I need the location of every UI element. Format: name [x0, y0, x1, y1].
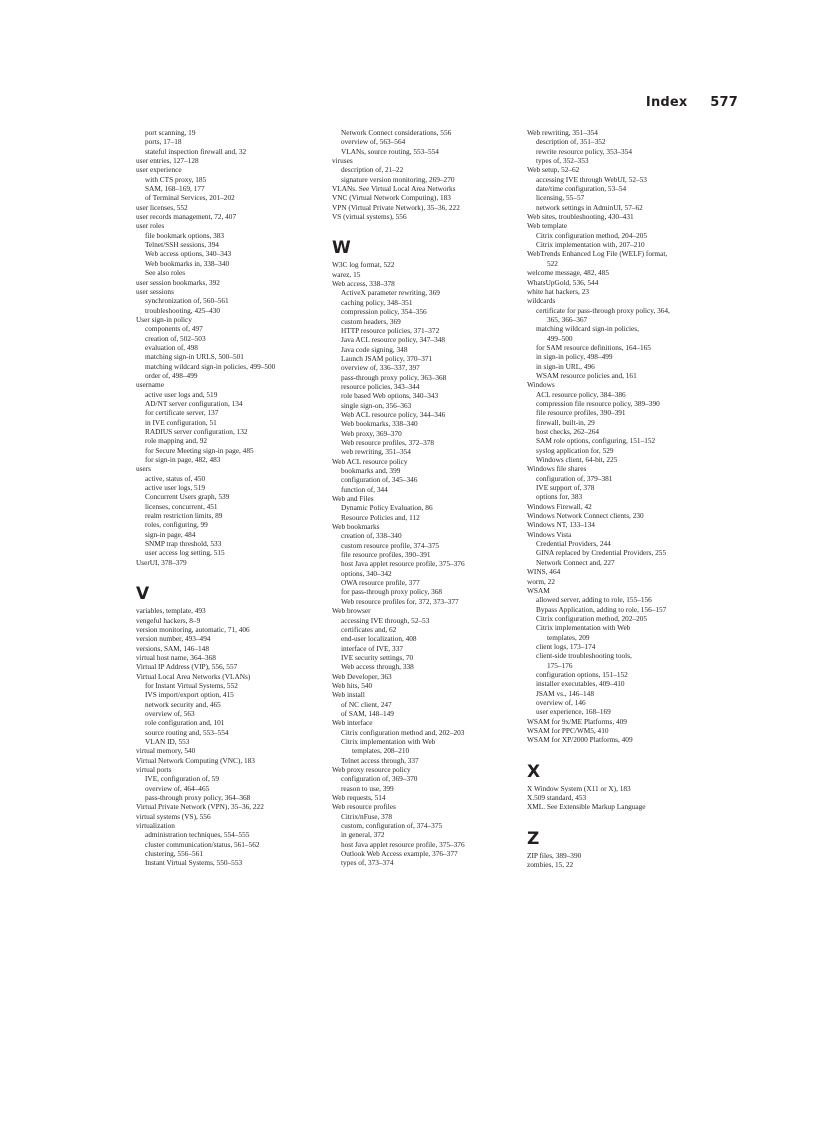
index-subentry: in sign-in URL, 496: [536, 361, 595, 371]
index-entry: virtual systems (VS), 556: [136, 811, 211, 821]
index-subentry: allowed server, adding to role, 155–156: [536, 595, 652, 605]
index-subentry: Web access through, 338: [341, 662, 414, 672]
index-subentry: firewall, built-in, 29: [536, 417, 595, 427]
index-entry: Web hits, 540: [332, 680, 373, 690]
index-subentry: for Secure Meeting sign-in page, 485: [145, 445, 254, 455]
index-subentry: file resource profiles, 390–391: [341, 550, 431, 560]
index-entry: user licenses, 552: [136, 202, 188, 212]
index-subentry: Citrix implementation with, 207–210: [536, 240, 645, 250]
index-entry: Web and Files: [332, 494, 374, 504]
index-subentry: Telnet/SSH sessions, 394: [145, 240, 219, 250]
index-entry: Web ACL resource policy: [332, 456, 408, 466]
index-entry: welcome message, 482, 485: [527, 268, 610, 278]
index-subentry: Citrix implementation with Web: [536, 623, 631, 633]
index-subentry: active, status of, 450: [145, 473, 206, 483]
index-entry: Windows NT, 133–134: [527, 520, 595, 530]
index-subentry: host Java applet resource profile, 375–376: [341, 839, 465, 849]
index-subentry: ACL resource policy, 384–386: [536, 389, 626, 399]
index-subentry: active user logs and, 519: [145, 389, 218, 399]
index-subentry: certificate for pass-through proxy policy, 364,: [536, 305, 670, 315]
index-subentry: custom, configuration of, 374–375: [341, 821, 443, 831]
index-entry: virtual host name, 364–368: [136, 652, 216, 662]
index-subentry: roles, configuring, 99: [145, 520, 208, 530]
index-subentry: pass-through proxy policy, 364–368: [145, 793, 251, 803]
index-entry: Web sites, troubleshooting, 430–431: [527, 212, 634, 222]
index-subentry: for Instant Virtual Systems, 552: [145, 680, 238, 690]
index-subentry: ports, 17–18: [145, 137, 182, 147]
index-subentry: accessing IVE through, 52–53: [341, 615, 430, 625]
index-subentry: for sign-in page, 482, 483: [145, 455, 221, 465]
index-subentry: IVE support of, 378: [536, 483, 595, 493]
index-subentry: 522: [547, 258, 558, 268]
index-entry: Windows: [527, 380, 555, 390]
index-subentry: caching policy, 348–351: [341, 297, 413, 307]
index-subentry: bookmarks and, 399: [341, 466, 401, 475]
index-entry: Web Developer, 363: [332, 671, 392, 681]
index-subentry: options, 340–342: [341, 568, 392, 578]
index-subentry: Launch JSAM policy, 370–371: [341, 353, 433, 363]
index-subentry: compression policy, 354–356: [341, 307, 427, 317]
index-entry: vengeful hackers, 8–9: [136, 615, 201, 625]
index-subentry: Credential Providers, 244: [536, 539, 611, 549]
index-subentry: client-side troubleshooting tools,: [536, 651, 632, 661]
index-subentry: licenses, concurrent, 451: [145, 501, 218, 511]
index-subentry: certificates and, 62: [341, 624, 397, 634]
index-subentry: realm restriction limits, 89: [145, 511, 223, 521]
index-entry: VS (virtual systems), 556: [332, 212, 407, 222]
index-subentry: troubleshooting, 425–430: [145, 305, 220, 315]
index-entry: versions, SAM, 146–148: [136, 643, 209, 653]
index-column-2: [332, 128, 522, 868]
index-entry: users: [136, 464, 151, 474]
index-subentry: matching wildcard sign-in policies, 499–500: [145, 361, 276, 371]
index-subentry: Citrix/nFuse, 378: [341, 811, 393, 821]
index-entry: WSAM for PPC/WM5, 410: [527, 726, 609, 735]
index-entry: Web access, 338–378: [332, 279, 395, 289]
section-letter: Z: [527, 828, 540, 849]
index-entry: Virtual IP Address (VIP), 556, 557: [136, 662, 238, 672]
index-entry: Web template: [527, 221, 568, 231]
index-column-1: [136, 128, 326, 868]
index-entry: user entries, 127–128: [136, 156, 199, 166]
index-subentry: Java code signing, 348: [341, 344, 408, 354]
index-subentry: accessing IVE through WebUI, 52–53: [536, 174, 647, 184]
index-subentry: web rewriting, 351–354: [341, 447, 411, 457]
index-entry: User sign-in policy: [136, 314, 192, 324]
index-subentry: synchronization of, 560–561: [145, 296, 229, 306]
index-subentry: signature version monitoring, 269–270: [341, 174, 455, 184]
index-subentry: rewrite resource policy, 353–354: [536, 146, 632, 156]
index-entry: virtual ports: [136, 765, 172, 774]
index-subentry: role based Web options, 340–343: [341, 391, 439, 401]
index-subentry: role mapping and, 92: [145, 436, 208, 446]
index-subentry: Instant Virtual Systems, 550–553: [145, 858, 243, 868]
index-entry: virtualization: [136, 821, 175, 831]
index-subentry: WSAM resource policies and, 161: [536, 370, 637, 380]
index-subentry: installer executables, 409–410: [536, 679, 625, 689]
index-subentry: IVS import/export option, 415: [145, 690, 234, 700]
index-subentry: for SAM resource definitions, 164–165: [536, 342, 651, 352]
index-subentry: order of, 498–499: [145, 370, 198, 380]
index-subentry: options for, 383: [536, 492, 583, 502]
index-subentry: host checks, 262–264: [536, 427, 600, 436]
index-subentry: IVE security settings, 70: [341, 652, 414, 662]
index-subentry: description of, 21–22: [341, 165, 404, 175]
index-subentry: Network Connect considerations, 556: [341, 128, 452, 137]
index-subentry: Java ACL resource policy, 347–348: [341, 335, 446, 345]
running-head-title: Index: [645, 95, 688, 110]
index-subentry: port scanning, 19: [145, 128, 196, 137]
index-entry: WSAM: [527, 585, 550, 595]
index-subentry: resource policies, 343–344: [341, 381, 420, 391]
index-subentry: clustering, 556–561: [145, 849, 203, 859]
index-entry: version number, 493–494: [136, 634, 211, 644]
index-subentry: overview of, 336–337, 397: [341, 363, 420, 373]
index-subentry: 175–176: [547, 660, 573, 670]
index-subentry: Web bookmarks, 338–340: [341, 419, 418, 429]
index-subentry: network settings in AdminUI, 57–62: [536, 202, 643, 212]
index-subentry: Web access options, 340–343: [145, 249, 232, 259]
section-letter: W: [332, 238, 351, 259]
index-subentry: in general, 372: [341, 830, 385, 840]
index-entry: Web setup, 52–62: [527, 165, 580, 175]
index-subentry: matching wildcard sign-in policies,: [536, 324, 639, 334]
index-subentry: role configuration and, 101: [145, 718, 225, 728]
index-entry: X.509 standard, 453: [527, 793, 587, 803]
index-subentry: custom headers, 369: [341, 316, 401, 326]
index-entry: Web requests, 514: [332, 793, 386, 803]
index-entry: Web proxy resource policy: [332, 765, 411, 774]
index-subentry: network security and, 465: [145, 699, 221, 709]
index-entry: VLANs. See Virtual Local Area Networks: [332, 184, 456, 194]
index-subentry: Web resource profiles for, 372, 373–377: [341, 596, 459, 606]
index-subentry: Citrix configuration method, 202–205: [536, 613, 648, 623]
index-entry: UserUI, 378–379: [136, 557, 187, 567]
index-subentry: Web resource profiles, 372–378: [341, 437, 435, 447]
index-entry: virtual memory, 540: [136, 746, 196, 756]
index-subentry: overview of, 563: [145, 708, 195, 718]
index-entry: user session bookmarks, 392: [136, 277, 220, 287]
index-subentry: custom resource profile, 374–375: [341, 540, 440, 550]
index-subentry: overview of, 563–564: [341, 137, 406, 147]
index-subentry: pass-through proxy policy, 363–368: [341, 372, 447, 382]
index-subentry: Citrix configuration method and, 202–203: [341, 727, 465, 737]
index-entry: user sessions: [136, 286, 174, 296]
index-subentry: Bypass Application, adding to role, 156–157: [536, 604, 667, 614]
index-entry: Web interface: [332, 718, 373, 728]
index-entry: user records management, 72, 407: [136, 212, 237, 222]
index-entry: WebTrends Enhanced Log File (WELF) format,: [527, 249, 668, 259]
index-subentry: VLANs, source routing, 553–554: [341, 146, 439, 156]
index-subentry: overview of, 146: [536, 697, 586, 707]
index-subentry: templates, 208–210: [352, 746, 410, 756]
page-number: 577: [710, 95, 738, 110]
index-subentry: OWA resource profile, 377: [341, 578, 420, 588]
index-entry: username: [136, 380, 164, 390]
index-subentry: configuration of, 379–381: [536, 473, 613, 483]
index-subentry: administration techniques, 554–555: [145, 830, 250, 840]
index-subentry: for pass-through proxy policy, 368: [341, 587, 443, 597]
index-subentry: SNMP trap threshold, 533: [145, 539, 222, 549]
index-subentry: types of, 352–353: [536, 156, 589, 166]
index-subentry: host Java applet resource profile, 375–376: [341, 559, 465, 569]
index-entry: WINS, 464: [527, 567, 561, 577]
index-subentry: of SAM, 148–149: [341, 708, 394, 718]
index-subentry: user experience, 168–169: [536, 707, 611, 717]
index-subentry: Dynamic Policy Evaluation, 86: [341, 503, 433, 513]
index-subentry: of Terminal Services, 201–202: [145, 193, 235, 203]
index-subentry: configuration options, 151–152: [536, 669, 628, 679]
index-subentry: See also roles: [145, 268, 186, 278]
index-subentry: AD/NT server configuration, 134: [145, 398, 243, 408]
index-entry: XML. See Extensible Markup Language: [527, 802, 646, 812]
index-entry: Web browser: [332, 606, 371, 616]
index-entry: Windows file shares: [527, 464, 587, 474]
index-entry: warez, 15: [332, 269, 361, 279]
index-subentry: templates, 209: [547, 632, 590, 642]
index-subentry: configuration of, 369–370: [341, 774, 418, 784]
index-subentry: Citrix configuration method, 204–205: [536, 230, 648, 240]
page-header: [646, 95, 738, 110]
index-subentry: VLAN ID, 553: [145, 736, 190, 746]
index-entry: variables, template, 493: [136, 606, 206, 616]
index-subentry: GINA replaced by Credential Providers, 255: [536, 548, 667, 558]
index-subentry: creation of, 338–340: [341, 531, 402, 541]
index-subentry: overview of, 464–465: [145, 783, 210, 793]
index-entry: Web install: [332, 690, 365, 700]
index-subentry: Resource Policies and, 112: [341, 512, 420, 522]
index-subentry: IVE, configuration of, 59: [145, 774, 219, 784]
index-subentry: date/time configuration, 53–54: [536, 184, 627, 194]
index-entry: Virtual Private Network (VPN), 35–36, 222: [136, 802, 264, 812]
index-entry: ZIP files, 389–390: [527, 850, 582, 860]
index-entry: VPN (Virtual Private Network), 35–36, 222: [332, 202, 460, 212]
index-subentry: description of, 351–352: [536, 137, 606, 147]
index-entry: Windows Firewall, 42: [527, 501, 592, 511]
index-subentry: Web ACL resource policy, 344–346: [341, 409, 446, 419]
index-subentry: matching sign-in URLS, 500–501: [145, 352, 244, 362]
index-subentry: reason to use, 399: [341, 783, 394, 793]
index-subentry: types of, 373–374: [341, 858, 394, 868]
index-entry: VNC (Virtual Network Computing), 183: [332, 193, 451, 203]
index-entry: Virtual Local Area Networks (VLANs): [136, 671, 251, 681]
index-subentry: creation of, 502–503: [145, 333, 206, 343]
index-subentry: client logs, 173–174: [536, 641, 596, 651]
index-subentry: Web bookmarks in, 338–340: [145, 258, 230, 268]
index-subentry: function of, 344: [341, 484, 388, 494]
index-subentry: sign-in page, 484: [145, 529, 196, 539]
index-subentry: stateful inspection firewall and, 32: [145, 146, 247, 156]
index-entry: X Window System (X11 or X), 183: [527, 783, 631, 793]
index-entry: Virtual Network Computing (VNC), 183: [136, 755, 255, 765]
index-subentry: HTTP resource policies, 371–372: [341, 325, 440, 335]
index-subentry: RADIUS server configuration, 132: [145, 427, 248, 436]
index-subentry: configuration of, 345–346: [341, 475, 418, 485]
index-entry: WSAM for XP/2000 Platforms, 409: [527, 735, 633, 745]
index-subentry: Citrix implementation with Web: [341, 736, 436, 746]
index-entry: wildcards: [527, 296, 556, 306]
index-entry: WSAM for 9x/ME Platforms, 409: [527, 716, 627, 726]
section-letter: X: [527, 761, 541, 782]
index-subentry: 365, 366–367: [547, 314, 588, 324]
index-subentry: SAM, 168–169, 177: [145, 184, 205, 194]
index-subentry: JSAM vs., 146–148: [536, 688, 594, 698]
index-entry: version monitoring, automatic, 71, 406: [136, 624, 250, 634]
index-subentry: cluster communication/status, 561–562: [145, 839, 260, 849]
index-subentry: file bookmark options, 383: [145, 230, 225, 240]
index-entry: Web resource profiles: [332, 802, 396, 812]
index-subentry: licensing, 55–57: [536, 193, 585, 203]
index-entry: viruses: [332, 156, 353, 166]
index-subentry: of NC client, 247: [341, 699, 392, 709]
section-letter: V: [136, 584, 150, 605]
index-subentry: in sign-in policy, 498–499: [536, 352, 613, 362]
index-subentry: active user logs, 519: [145, 483, 205, 493]
index-subentry: single sign-on, 356–363: [341, 400, 412, 410]
index-entry: Web rewriting, 351–354: [527, 128, 598, 137]
index-entry: zombies, 15, 22: [527, 860, 574, 870]
index-entry: W3C log format, 522: [332, 260, 395, 270]
index-entry: white hat hackers, 23: [527, 286, 590, 296]
index-subentry: in IVE configuration, 51: [145, 417, 217, 427]
index-subentry: 499–500: [547, 333, 573, 343]
index-subentry: Network Connect and, 227: [536, 557, 615, 567]
index-column-3: [527, 128, 727, 869]
index-subentry: interface of IVE, 337: [341, 643, 403, 653]
index-entry: user roles: [136, 221, 165, 231]
index-subentry: Windows client, 64-bit, 225: [536, 455, 618, 465]
index-entry: Web bookmarks: [332, 522, 380, 532]
index-subentry: Telnet access through, 337: [341, 755, 419, 765]
index-subentry: with CTS proxy, 185: [145, 174, 207, 184]
index-entry: Windows Vista: [527, 529, 572, 539]
index-subentry: end-user localization, 408: [341, 634, 417, 644]
index-subentry: components of, 497: [145, 324, 203, 334]
index-subentry: for certificate server, 137: [145, 408, 219, 418]
index-subentry: Outlook Web Access example, 376–377: [341, 849, 458, 859]
index-subentry: file resource profiles, 390–391: [536, 408, 626, 418]
index-entry: user experience: [136, 165, 182, 175]
index-subentry: compression file resource policy, 389–390: [536, 398, 660, 408]
index-subentry: user access log setting, 515: [145, 548, 225, 558]
index-subentry: source routing and, 553–554: [145, 727, 229, 737]
index-subentry: Web proxy, 369–370: [341, 428, 402, 438]
index-subentry: syslog application for, 529: [536, 445, 614, 455]
index-entry: WhatsUpGold, 536, 544: [527, 277, 599, 287]
index-entry: Windows Network Connect clients, 230: [527, 511, 644, 521]
index-subentry: Concurrent Users graph, 539: [145, 492, 230, 502]
index-subentry: ActiveX parameter rewriting, 369: [341, 288, 440, 298]
index-subentry: SAM role options, configuring, 151–152: [536, 436, 656, 446]
index-subentry: evaluation of, 498: [145, 342, 198, 352]
index-entry: worm, 22: [527, 576, 555, 586]
